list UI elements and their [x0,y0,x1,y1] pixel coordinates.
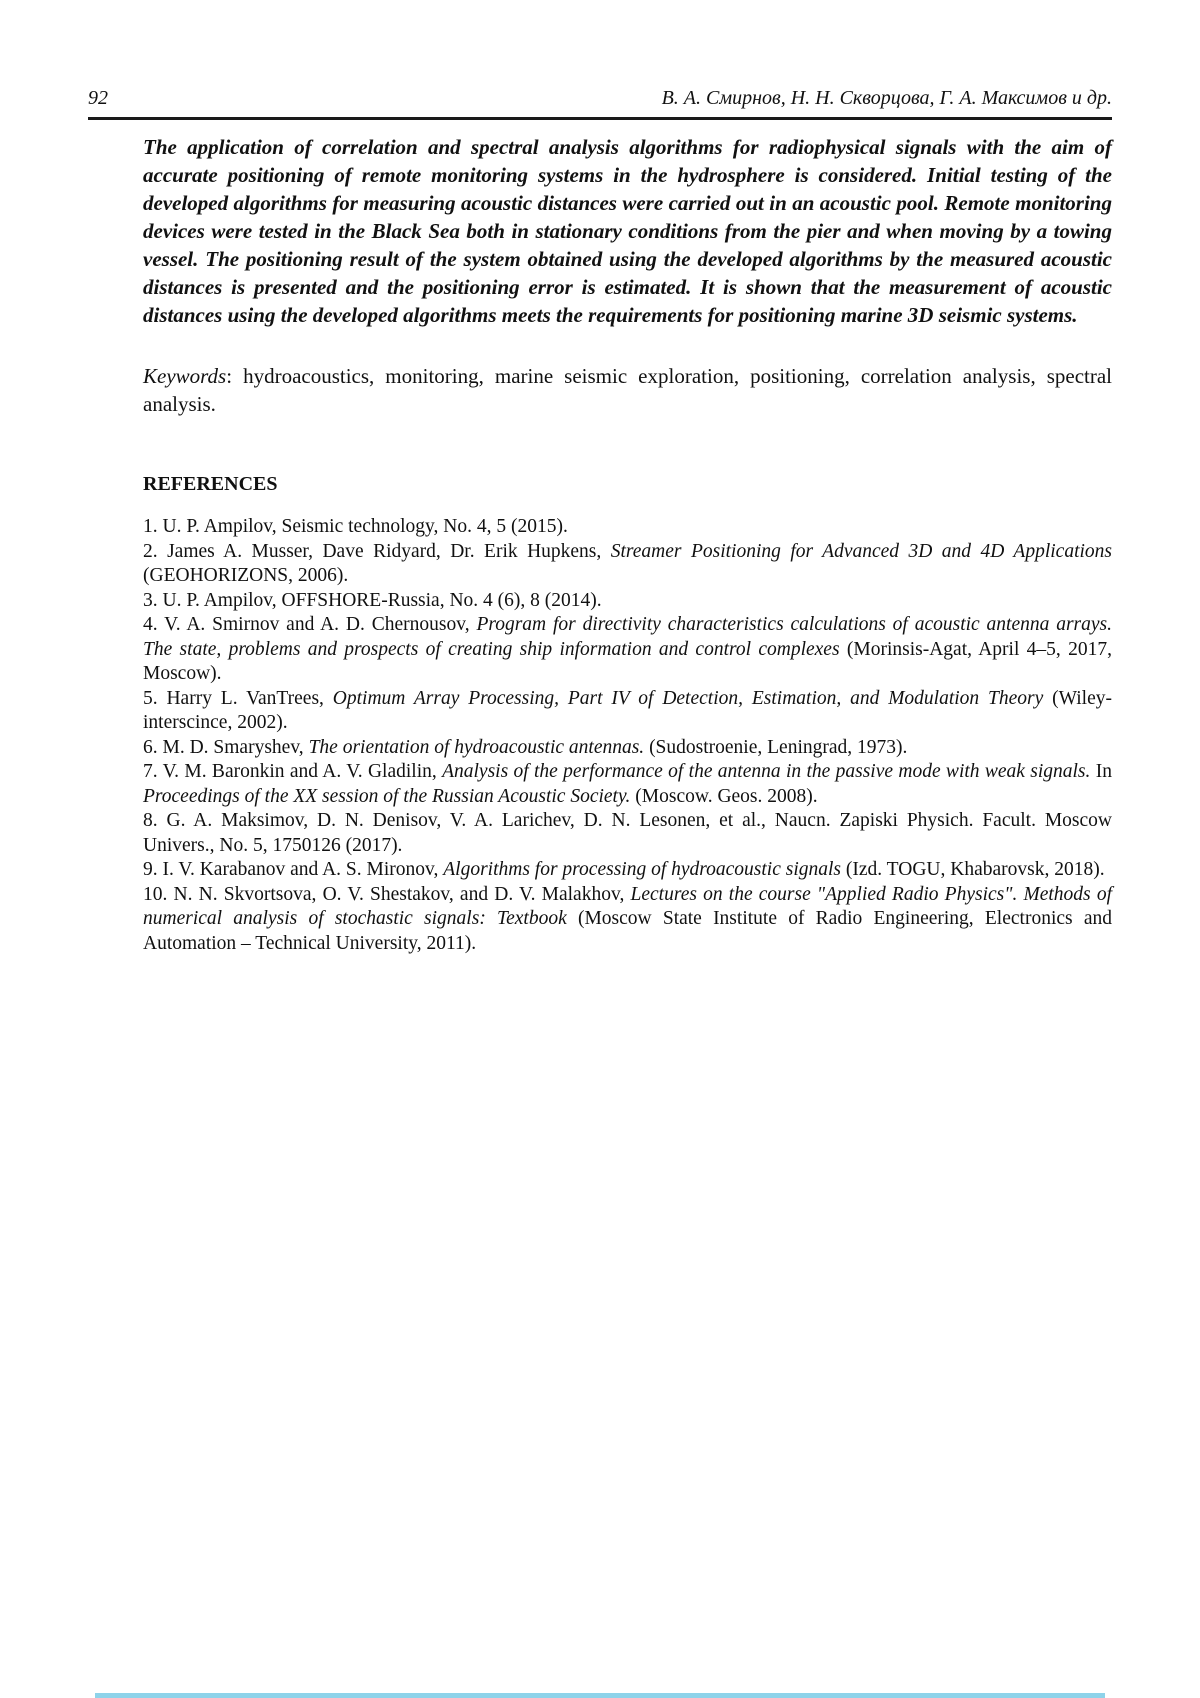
reference-title: Proceedings of the XX session of the Russian Acoustic Society. [143,785,631,807]
reference-title: Program for directivity characteristics calculations of acoustic antenna arrays. The state, problems and prospects of creating ship information and control complexes [143,614,1113,660]
keywords-label: Keywords [143,364,227,388]
abstract-text: The application of correlation and spectral analysis algorithms for radiophysical signals with the aim of accurate positioning of remote monitoring systems in the hydrosphere is considered. Initial testing of the developed algorithms for measuring acoustic distances were carried out in an acoustic pool. Remote monitoring devices were tested in the Black Sea both in stationary conditions from the pier and when moving by a towing vessel. The positioning result of the system obtained using the developed algorithms by the measured acoustic distances is presented and the positioning error is estimated. It is shown that the measurement of acoustic distances using the developed algorithms meets the requirements for positioning marine 3D seismic systems. [143,135,1112,327]
reference-text: 8. G. A. Maksimov, D. N. Denisov, V. A. Larichev, D. N. Lesonen, et al., Naucn. Zapiski Physich. Facult. Moscow Univers., No. 5, 1750126 (2017). [143,810,1112,856]
reference-text: 6. M. D. Smaryshev, [143,736,309,758]
reference-item-3 [143,589,1112,614]
reference-text: In [1090,761,1112,782]
reference-item-5 [143,687,1112,736]
reference-text: 7. V. M. Baronkin and A. V. Gladilin, [143,761,443,782]
page-number: 92 [88,87,108,109]
reference-text: 5. Harry L. VanTrees, [143,687,333,709]
running-head-authors: В. А. Смирнов, Н. Н. Скворцова, Г. А. Максимов и др. [661,87,1112,109]
body-block [143,133,1112,956]
reference-item-9 [143,858,1112,883]
reference-text: (Wiley-interscince, 2002). [143,687,1113,733]
keywords-paragraph [143,362,1112,418]
reference-title: Lectures on the course "Applied Radio Physics". Methods of numerical analysis of stochastic signals: Textbook [143,883,1112,929]
header-rule [88,117,1112,120]
reference-text: 10. N. N. Skvortsova, O. V. Shestakov, and D. V. Malakhov, [143,883,631,905]
reference-text: 3. U. P. Ampilov, OFFSHORE-Russia, No. 4 (6), 8 (2014). [143,589,602,611]
reference-text: (Moscow. Geos. 2008). [630,785,818,807]
reference-text: 2. James A. Musser, Dave Ridyard, Dr. Erik Hupkens, [143,540,611,562]
reference-text: 4. V. A. Smirnov and A. D. Chernousov, [143,614,477,635]
reference-title: Analysis of the performance of the antenna in the passive mode with weak signals. [442,761,1091,782]
keywords-text: : hydroacoustics, monitoring, marine seismic exploration, positioning, correlation analysis, spectral analysis. [143,364,1112,416]
reference-title: The orientation of hydroacoustic antennas. [308,736,645,758]
references-heading: REFERENCES [143,473,278,495]
reference-title: Streamer Positioning for Advanced 3D and 4D Applications [610,540,1112,562]
reference-text: (GEOHORIZONS, 2006). [143,565,349,586]
reference-text: 9. I. V. Karabanov and A. S. Mironov, [143,859,444,880]
references-list [143,515,1112,956]
bottom-accent-bar [95,1693,1105,1698]
reference-text: (Sudostroenie, Leningrad, 1973). [644,736,908,758]
reference-text: (Izd. TOGU, Khabarovsk, 2018). [841,859,1105,880]
reference-item-4 [143,613,1112,687]
reference-item-10 [143,883,1112,957]
reference-title: Optimum Array Processing, Part IV of Detection, Estimation, and Modulation Theory [332,687,1044,709]
reference-item-8 [143,809,1112,858]
reference-item-7 [143,760,1112,809]
reference-item-2 [143,540,1112,589]
reference-item-1 [143,515,1112,540]
reference-title: Algorithms for processing of hydroacoustic signals [443,859,842,880]
abstract-paragraph [143,133,1112,329]
reference-text: (Moscow State Institute of Radio Engineering, Electronics and Automation – Technical University, 2011). [143,908,1112,954]
reference-item-6 [143,736,1112,761]
running-head [88,86,1112,110]
reference-text: 1. U. P. Ampilov, Seismic technology, No. 4, 5 (2015). [143,516,568,537]
reference-text: (Morinsis-Agat, April 4–5, 2017, Moscow). [143,638,1112,684]
